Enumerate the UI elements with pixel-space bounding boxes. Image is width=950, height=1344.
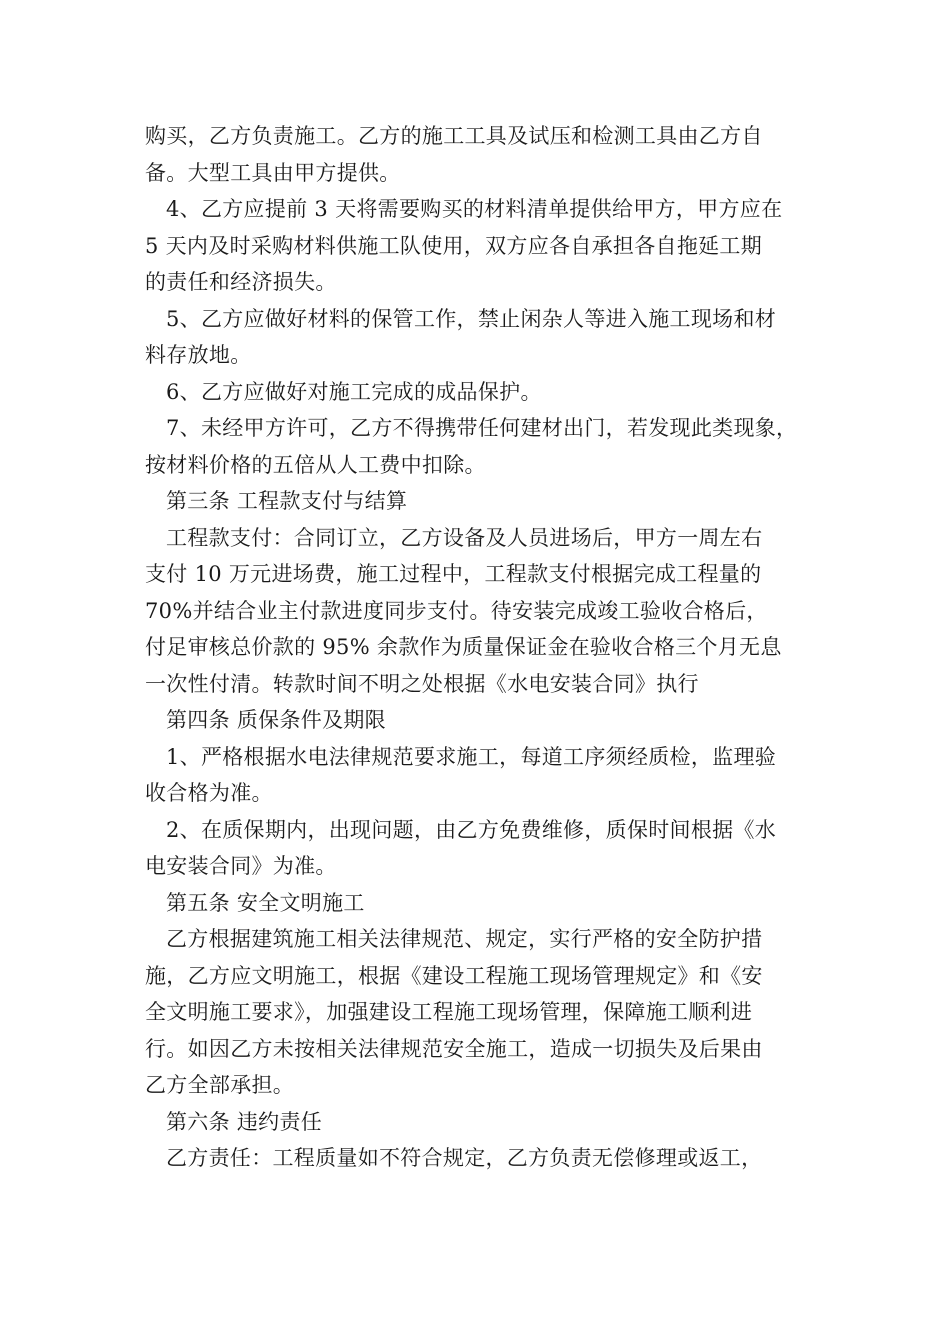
document-line: 收合格为准。 [145,781,273,805]
document-line: 第三条 工程款支付与结算 [166,489,408,513]
document-line: 按材料价格的五倍从人工费中扣除。 [145,452,486,477]
document-line: 的责任和经济损失。 [145,270,337,294]
document-line: 7、未经甲方许可，乙方不得携带任何建材出门，若发现此类现象， [166,416,798,440]
document-line: 2、在质保期内，出现问题，由乙方免费维修，质保时间根据《水 [166,817,777,842]
document-line: 付足审核总价款的 95% 余款作为质量保证金在验收合格三个月无息 [145,635,782,659]
document-line: 电安装合同》为准。 [145,854,337,878]
document-line: 70%并结合业主付款进度同步支付。待安装完成竣工验收合格后， [145,598,768,623]
document-line: 5 天内及时采购材料供施工队使用，双方应各自承担各自拖延工期 [145,233,763,258]
document-body [145,118,825,1177]
document-line: 工程款支付：合同订立，乙方设备及人员进场后，甲方一周左右 [166,525,763,550]
document-line: 6、乙方应做好对施工完成的成品保护。 [166,379,542,404]
document-line: 全文明施工要求》，加强建设工程施工现场管理，保障施工顺利进 [145,1000,753,1024]
document-line: 料存放地。 [145,343,252,367]
document-line: 4、乙方应提前 3 天将需要购买的材料清单提供给甲方，甲方应在 [166,197,783,221]
document-line: 备。大型工具由甲方提供。 [145,160,401,185]
document-line: 购买，乙方负责施工。乙方的施工工具及试压和检测工具由乙方自 [145,124,763,148]
document-line: 一次性付清。转款时间不明之处根据《水电安装合同》执行 [145,671,699,696]
document-line: 第四条 质保条件及期限 [166,708,386,732]
document-line: 第六条 违约责任 [166,1109,323,1134]
document-line: 5、乙方应做好材料的保管工作，禁止闲杂人等进入施工现场和材 [166,306,777,331]
document-line: 施，乙方应文明施工，根据《建设工程施工现场管理规定》和《安 [145,963,763,988]
document-line: 乙方全部承担。 [145,1073,295,1097]
document-line: 支付 10 万元进场费，施工过程中，工程款支付根据完成工程量的 [145,562,762,586]
document-line: 乙方根据建筑施工相关法律规范、规定，实行严格的安全防护措 [166,927,763,951]
document-line: 行。如因乙方未按相关法律规范安全施工，造成一切损失及后果由 [145,1036,763,1061]
document-line: 乙方责任：工程质量如不符合规定，乙方负责无偿修理或返工， [166,1146,763,1170]
document-line: 第五条 安全文明施工 [166,890,365,915]
document-line: 1、严格根据水电法律规范要求施工，每道工序须经质检，监理验 [166,744,777,769]
